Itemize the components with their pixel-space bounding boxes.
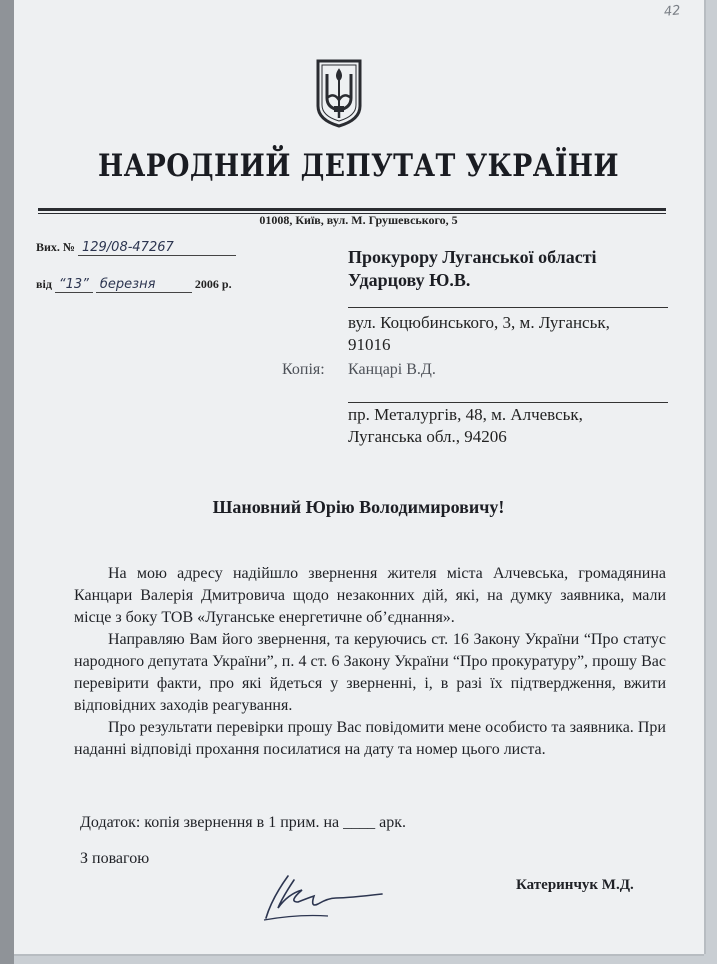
date-year: 2006 р. [194, 277, 232, 291]
recipient-rule [348, 307, 668, 308]
outgoing-date [36, 277, 232, 293]
outgoing-number-value: 129/08-47267 [78, 240, 236, 256]
annex-line: Додаток: копія звернення в 1 прим. на ____ арк. [80, 814, 406, 831]
page-number: 42 [663, 3, 682, 20]
body-paragraph-3: Про результати перевірки прошу Вас повідомити мене особисто та заявника. При наданні відповіді прохання посилатися на дату та номер цього листа. [74, 719, 666, 758]
signature-icon [258, 868, 386, 924]
recipient-line1: Прокурору Луганської області [348, 247, 597, 267]
recipient-address [348, 312, 610, 356]
body-paragraph-2: Направляю Вам його звернення, та керуючись ст. 16 Закону України “Про статус народного депутата України”, п. 4 ст. 6 Закону України “Про прокуратуру”, прошу Вас перевірити факти, про які йдеться у зверненні, і, в разі їх підтвердження, вжити відповідних заходів реагування. [74, 631, 666, 714]
outgoing-number [36, 240, 236, 256]
recipient-address-line2: 91016 [348, 335, 391, 354]
date-month: березня [96, 277, 192, 293]
copy-label: Копія: [282, 361, 325, 378]
date-day: “13” [55, 277, 93, 293]
signer-name: Катеринчук М.Д. [516, 877, 634, 893]
document-sheet [14, 0, 704, 954]
date-prefix: від [36, 277, 52, 291]
salutation: Шановний Юрію Володимировичу! [212, 497, 505, 517]
recipient-line2: Ударцову Ю.В. [348, 270, 471, 290]
copy-address [348, 404, 583, 448]
outgoing-label: Вих. № [36, 240, 75, 254]
recipient-block [348, 246, 597, 292]
recipient-address-line1: вул. Коцюбинського, 3, м. Луганськ, [348, 313, 610, 332]
letter-body [74, 563, 666, 761]
letterhead-title: НАРОДНИЙ ДЕПУТАТ УКРАЇНИ [97, 148, 620, 184]
copy-address-line2: Луганська обл., 94206 [348, 427, 507, 446]
closing: З повагою [80, 850, 150, 867]
copy-address-line1: пр. Металургів, 48, м. Алчевськ, [348, 405, 583, 424]
body-paragraph-1: На мою адресу надійшло звернення жителя міста Алчевська, громадянина Канцари Валерія Дмитровича щодо незаконних дій, які, на думку заявника, мали місце з боку ТОВ «Луганське енергетичне об’єднання». [74, 565, 666, 626]
copy-name: Канцарі В.Д. [348, 361, 436, 378]
page-left-edge [0, 0, 14, 964]
copy-rule [348, 402, 668, 403]
letterhead-address: 01008, Київ, вул. М. Грушевського, 5 [259, 213, 458, 227]
letterhead-rule-thick [38, 208, 666, 211]
trident-emblem-icon [314, 58, 364, 128]
